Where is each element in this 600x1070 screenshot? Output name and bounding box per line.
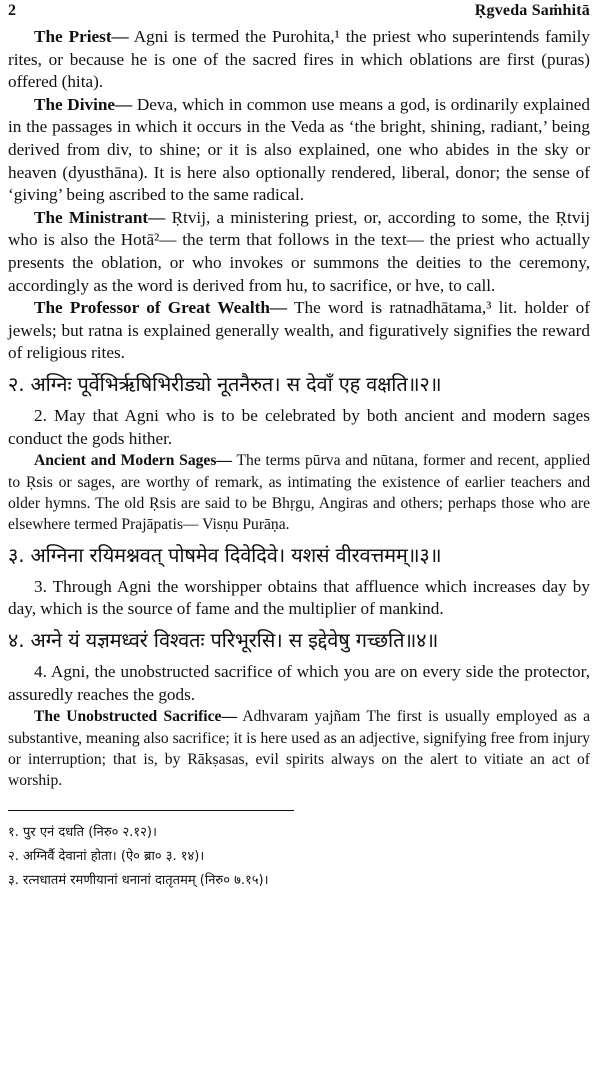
paragraph-text: Deva, which in common use means a god, is ordinarily explained in the passages in which it occurs in the Veda as ‘the bright, shining, radiant,’ being derived from div, to shine; or it is also explained, one who abides in the sky or heaven (dyusthāna). It is here also optionally rendered, liberal, donor; the sense of ‘giving’ being ascribed to the same radical. [8,94,590,205]
page-header [8,2,590,26]
footnote-3: ३. रत्नधातमं रमणीयानां धनानां दातृतमम् (निरु० ७.१५)। [8,872,269,888]
sanskrit-verse-3: ३. अग्निना रयिमश्नवत् पोषमेव दिवेदिवे। यशसं वीरवत्तमम्॥३॥ [8,542,442,567]
sanskrit-verse-4: ४. अग्ने यं यज्ञमध्वरं विश्वतः परिभूरसि। स इद्देवेषु गच्छति॥४॥ [8,627,439,652]
footnote-2: २. अग्निर्वै देवानां होता। (ऐ० ब्रा० ३. १४)। [8,848,205,864]
paragraph-text: The word is ratnadhātama,³ lit. holder of jewels; but ratna is explained generally wealth, and figuratively signifies the reward of religious rites. [8,298,590,363]
footnote-divider [8,810,294,811]
paragraph-text: Agni is termed the Purohita,¹ the priest who superintends family rites, or because he is one of the sacred fires in which oblations are first (puras) offered (hita). [8,27,590,92]
translation-verse-3: 3. Through Agni the worshipper obtains that affluence which increases day by day, which is the source of fame and the multiplier of mankind. [8,576,590,619]
paragraph-label: The Divine— [34,94,133,114]
translation-verse-4: 4. Agni, the unobstructed sacrifice of which you are on every side the protector, assuredly reaches the gods. [8,661,590,704]
page-number: 2 [8,2,16,19]
paragraph-label: The Ministrant— [34,207,166,227]
paragraph-divine [8,94,590,207]
footnote-1: १. पुर एनं दधति (निरु० २.१२)। [8,824,157,840]
paragraph-text: Ṛtvij, a ministering priest, or, according to some, the Ṛtvij who is also the Hotā²— the term that follows in the text— the priest who actually presents the oblation, or who invokes or summons the deities to the ceremony, accordingly as the word is derived from hu, to sacrifice, or hve, to call. [8,207,590,295]
paragraph-ministrant [8,207,590,297]
note-label: The Unobstructed Sacrifice— [34,708,238,726]
note-label: Ancient and Modern Sages— [34,452,233,470]
paragraph-professor [8,297,590,365]
note-ancient-modern-sages [8,450,590,536]
sanskrit-verse-2: २. अग्निः पूर्वेभिर्ऋषिभिरीड्यो नूतनैरुत। स देवाँ एह वक्षति॥२॥ [8,371,442,396]
running-title: Ṛgveda Saṁhitā [474,2,590,19]
note-unobstructed-sacrifice [8,706,590,792]
translation-verse-2: 2. May that Agni who is to be celebrated by both ancient and modern sages conduct the gods hither. [8,405,590,448]
paragraph-label: The Professor of Great Wealth— [34,298,288,318]
paragraph-label: The Priest— [34,27,129,46]
note-text: Adhvaram yajñam The first is usually employed as a substantive, meaning also sacrifice; it is here used as an adjective, signifying free from injury or interruption; that is, by Rākṣasas, evil spirits always on the alert to vitiate an act of worship. [8,708,590,790]
paragraph-priest [8,26,590,94]
note-text: The terms pūrva and nūtana, former and recent, applied to Ṛsis or sages, are worthy of remark, as intimating the existence of earlier teachers and older hymns. The old Ṛsis are said to be Bhṛgu, Angiras and others; perhaps those who are elsewhere termed Prajāpatis— Visṇu Purāṇa. [8,452,590,534]
